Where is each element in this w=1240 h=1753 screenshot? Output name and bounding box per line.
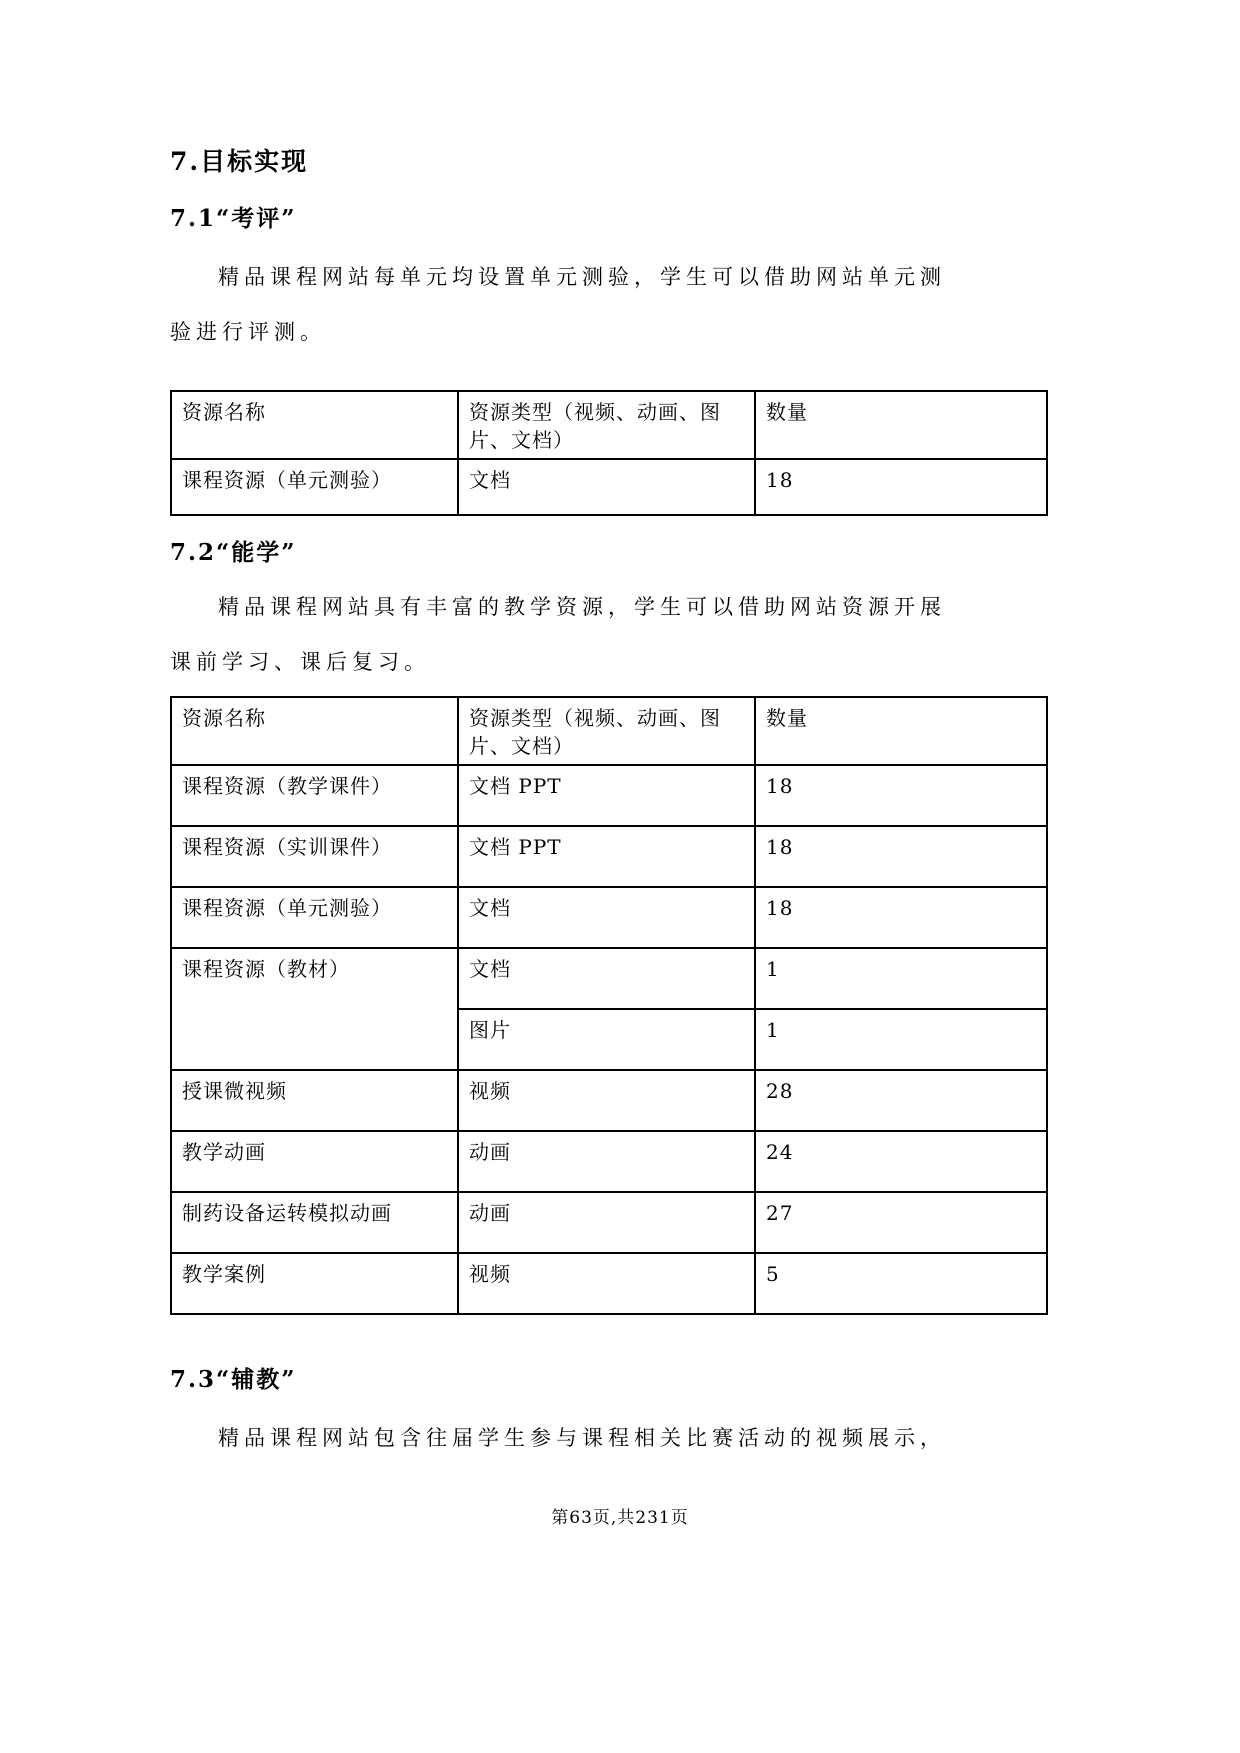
column-header-resource-name: 资源名称 (171, 697, 458, 765)
table-row (171, 765, 1047, 826)
quantity-cell: 18 (755, 459, 1047, 515)
column-header-resource-type: 资源类型（视频、动画、图片、文档） (458, 391, 755, 459)
resource-type-cell: 文档 PPT (458, 826, 755, 887)
paragraph-7-3 (170, 1411, 1070, 1466)
paragraph-7-1 (170, 250, 1070, 360)
resource-type-cell: 动画 (458, 1192, 755, 1253)
resource-type-cell: 文档 (458, 948, 755, 1009)
column-header-quantity: 数量 (755, 391, 1047, 459)
resource-type-cell: 视频 (458, 1253, 755, 1314)
resource-name-cell: 课程资源（单元测验） (171, 887, 458, 948)
section-title: 7.目标实现 (170, 147, 309, 176)
column-header-resource-name: 资源名称 (171, 391, 458, 459)
column-header-resource-type: 资源类型（视频、动画、图片、文档） (458, 697, 755, 765)
quantity-cell: 27 (755, 1192, 1047, 1253)
resource-type-cell: 动画 (458, 1131, 755, 1192)
table-row (171, 459, 1047, 515)
resource-type-cell: 文档 PPT (458, 765, 755, 826)
quantity-cell: 18 (755, 826, 1047, 887)
quantity-cell: 18 (755, 765, 1047, 826)
subsection-7-2-heading: 7.2“能学” (170, 539, 297, 566)
resource-name-cell: 制药设备运转模拟动画 (171, 1192, 458, 1253)
table-row (171, 1253, 1047, 1314)
resource-name-cell: 教学案例 (171, 1253, 458, 1314)
quantity-cell: 5 (755, 1253, 1047, 1314)
column-header-quantity: 数量 (755, 697, 1047, 765)
quantity-cell: 24 (755, 1131, 1047, 1192)
page-number-footer: 第63页,共231页 (551, 1508, 689, 1528)
resource-name-cell: 课程资源（教材） (171, 948, 458, 1070)
paragraph-line: 验进行评测。 (170, 320, 326, 344)
table-header-row (171, 391, 1047, 459)
table-row (171, 1070, 1047, 1131)
table-row (171, 948, 1047, 1009)
resource-type-cell: 图片 (458, 1009, 755, 1070)
resource-name-cell: 课程资源（实训课件） (171, 826, 458, 887)
quantity-cell: 18 (755, 887, 1047, 948)
resource-type-cell: 文档 (458, 459, 755, 515)
paragraph-line: 精品课程网站包含往届学生参与课程相关比赛活动的视频展示， (218, 1426, 946, 1450)
paragraph-line: 精品课程网站具有丰富的教学资源，学生可以借助网站资源开展 (218, 595, 946, 619)
table-header-row (171, 697, 1047, 765)
quantity-cell: 1 (755, 948, 1047, 1009)
quantity-cell: 1 (755, 1009, 1047, 1070)
resource-type-cell: 文档 (458, 887, 755, 948)
resource-table-assessment (170, 390, 1048, 516)
subsection-7-1-heading: 7.1“考评” (170, 205, 297, 232)
paragraph-line: 课前学习、课后复习。 (170, 650, 430, 674)
resource-name-cell: 授课微视频 (171, 1070, 458, 1131)
resource-name-cell: 课程资源（教学课件） (171, 765, 458, 826)
table-row (171, 887, 1047, 948)
resource-type-cell: 视频 (458, 1070, 755, 1131)
table-row (171, 826, 1047, 887)
resource-name-cell: 课程资源（单元测验） (171, 459, 458, 515)
paragraph-7-2 (170, 580, 1070, 690)
subsection-7-3-heading: 7.3“辅教” (170, 1366, 297, 1393)
table-row (171, 1192, 1047, 1253)
paragraph-line: 精品课程网站每单元均设置单元测验，学生可以借助网站单元测 (218, 265, 946, 289)
table-row (171, 1131, 1047, 1192)
quantity-cell: 28 (755, 1070, 1047, 1131)
resource-table-learning (170, 696, 1048, 1315)
resource-name-cell: 教学动画 (171, 1131, 458, 1192)
